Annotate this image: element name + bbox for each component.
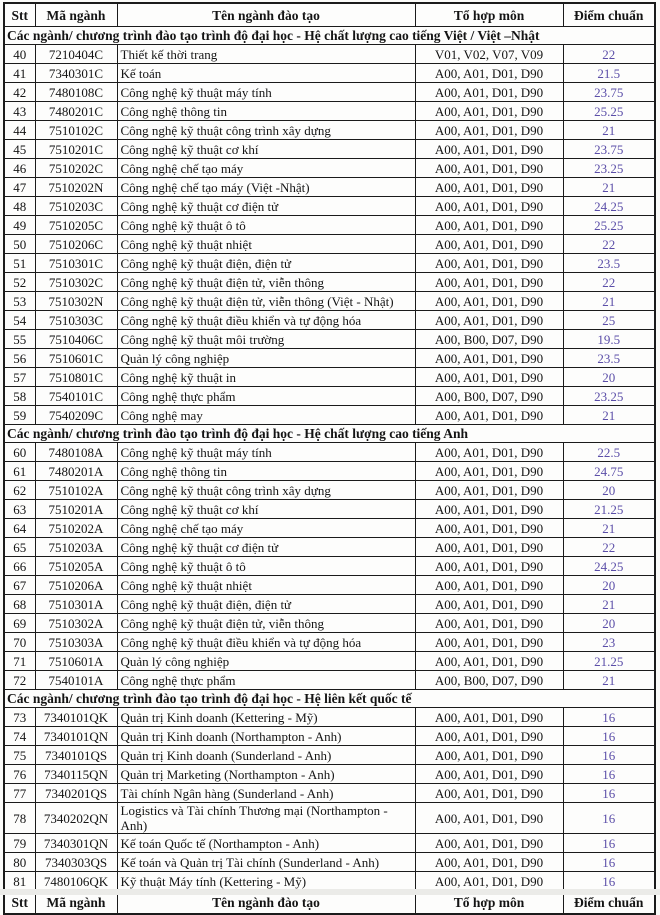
row-stt: 40 (4, 45, 35, 64)
table-row (4, 216, 655, 235)
row-subjects: A00, A01, D01, D90 (415, 462, 563, 481)
row-subjects: A00, B00, D07, D90 (415, 387, 563, 406)
section-header-row (4, 690, 655, 708)
table-row (4, 853, 655, 872)
table-row (4, 803, 655, 834)
row-code: 7510301C (35, 254, 117, 273)
row-code: 7510601C (35, 349, 117, 368)
row-stt: 48 (4, 197, 35, 216)
row-subjects: A00, A01, D01, D90 (415, 216, 563, 235)
row-score: 24.75 (563, 462, 655, 481)
row-subjects: A00, A01, D01, D90 (415, 349, 563, 368)
row-code: 7340301QN (35, 834, 117, 853)
row-name: Công nghệ kỹ thuật ô tô (117, 557, 415, 576)
row-name: Công nghệ kỹ thuật cơ điện tử (117, 538, 415, 557)
table-row (4, 765, 655, 784)
row-code: 7510302A (35, 614, 117, 633)
row-code: 7540101A (35, 671, 117, 690)
row-stt: 71 (4, 652, 35, 671)
row-score: 22 (563, 235, 655, 254)
row-code: 7340101QK (35, 708, 117, 727)
table-row (4, 349, 655, 368)
row-name: Công nghệ kỹ thuật in (117, 368, 415, 387)
row-stt: 55 (4, 330, 35, 349)
table-row (4, 784, 655, 803)
row-stt: 80 (4, 853, 35, 872)
row-stt: 68 (4, 595, 35, 614)
row-name: Quản trị Kinh doanh (Kettering - Mỹ) (117, 708, 415, 727)
row-score: 16 (563, 834, 655, 853)
scanned-admission-table-page (0, 2, 660, 910)
table-row (4, 443, 655, 462)
table-row (4, 292, 655, 311)
row-stt: 78 (4, 803, 35, 834)
table-row (4, 557, 655, 576)
row-subjects: A00, A01, D01, D90 (415, 784, 563, 803)
admission-score-table (3, 2, 656, 915)
row-stt: 49 (4, 216, 35, 235)
row-stt: 44 (4, 121, 35, 140)
table-row (4, 500, 655, 519)
row-stt: 69 (4, 614, 35, 633)
row-name: Công nghệ kỹ thuật nhiệt (117, 576, 415, 595)
row-name: Quản trị Kinh doanh (Sunderland - Anh) (117, 746, 415, 765)
row-code: 7510201C (35, 140, 117, 159)
row-code: 7340202QN (35, 803, 117, 834)
row-code: 7510102C (35, 121, 117, 140)
row-score: 23.5 (563, 254, 655, 273)
section-title: Các ngành/ chương trình đào tạo trình độ đại học - Hệ chất lượng cao tiếng Việt / Việt –Nhật (4, 27, 655, 45)
row-name: Công nghệ kỹ thuật điện tử, viễn thông (117, 614, 415, 633)
table-row (4, 406, 655, 425)
row-stt: 74 (4, 727, 35, 746)
row-name: Công nghệ kỹ thuật máy tính (117, 83, 415, 102)
row-name: Công nghệ kỹ thuật ô tô (117, 216, 415, 235)
row-name: Thiết kế thời trang (117, 45, 415, 64)
row-score: 23.5 (563, 349, 655, 368)
row-subjects: A00, A01, D01, D90 (415, 273, 563, 292)
row-stt: 54 (4, 311, 35, 330)
table-row (4, 330, 655, 349)
row-code: 7510202A (35, 519, 117, 538)
row-score: 16 (563, 872, 655, 891)
row-stt: 64 (4, 519, 35, 538)
row-stt: 75 (4, 746, 35, 765)
row-name: Quản lý công nghiệp (117, 652, 415, 671)
row-score: 21.25 (563, 652, 655, 671)
row-subjects: A00, A01, D01, D90 (415, 765, 563, 784)
row-score: 22 (563, 538, 655, 557)
row-subjects: A00, A01, D01, D90 (415, 368, 563, 387)
table-row (4, 872, 655, 891)
row-stt: 43 (4, 102, 35, 121)
table-row (4, 671, 655, 690)
row-name: Công nghệ kỹ thuật môi trường (117, 330, 415, 349)
table-row (4, 273, 655, 292)
row-subjects: A00, A01, D01, D90 (415, 292, 563, 311)
row-stt: 60 (4, 443, 35, 462)
row-name: Công nghệ thực phẩm (117, 387, 415, 406)
row-score: 25 (563, 311, 655, 330)
row-subjects: A00, A01, D01, D90 (415, 235, 563, 254)
row-code: 7340115QN (35, 765, 117, 784)
footer-subjects: Tổ hợp môn (415, 891, 563, 915)
row-code: 7510302N (35, 292, 117, 311)
row-subjects: A00, A01, D01, D90 (415, 254, 563, 273)
row-name: Công nghệ kỹ thuật điều khiển và tự động hóa (117, 311, 415, 330)
row-subjects: A00, A01, D01, D90 (415, 614, 563, 633)
row-name: Công nghệ thực phẩm (117, 671, 415, 690)
row-score: 16 (563, 853, 655, 872)
row-score: 21 (563, 671, 655, 690)
row-name: Công nghệ kỹ thuật điện, điện tử (117, 254, 415, 273)
table-body (4, 27, 655, 891)
row-code: 7510206A (35, 576, 117, 595)
row-subjects: A00, A01, D01, D90 (415, 576, 563, 595)
row-stt: 70 (4, 633, 35, 652)
row-score: 21 (563, 178, 655, 197)
row-stt: 79 (4, 834, 35, 853)
row-stt: 77 (4, 784, 35, 803)
row-code: 7510201A (35, 500, 117, 519)
table-row (4, 45, 655, 64)
row-score: 23.25 (563, 387, 655, 406)
footer-stt: Stt (4, 891, 35, 915)
row-name: Công nghệ kỹ thuật cơ khí (117, 140, 415, 159)
table-row (4, 481, 655, 500)
row-subjects: A00, A01, D01, D90 (415, 708, 563, 727)
row-score: 23.25 (563, 159, 655, 178)
row-score: 20 (563, 481, 655, 500)
row-score: 20 (563, 614, 655, 633)
row-name: Công nghệ thông tin (117, 462, 415, 481)
table-row (4, 368, 655, 387)
row-code: 7510303A (35, 633, 117, 652)
row-score: 16 (563, 803, 655, 834)
row-subjects: A00, A01, D01, D90 (415, 159, 563, 178)
row-stt: 50 (4, 235, 35, 254)
row-stt: 57 (4, 368, 35, 387)
row-score: 21.5 (563, 64, 655, 83)
row-stt: 65 (4, 538, 35, 557)
row-name: Tài chính Ngân hàng (Sunderland - Anh) (117, 784, 415, 803)
row-score: 21 (563, 406, 655, 425)
row-code: 7510202N (35, 178, 117, 197)
row-name: Công nghệ kỹ thuật cơ khí (117, 500, 415, 519)
row-name: Công nghệ chế tạo máy (117, 519, 415, 538)
row-subjects: A00, A01, D01, D90 (415, 178, 563, 197)
header-stt: Stt (4, 3, 35, 27)
row-code: 7340101QN (35, 727, 117, 746)
row-code: 7510303C (35, 311, 117, 330)
table-row (4, 83, 655, 102)
table-row (4, 633, 655, 652)
row-stt: 72 (4, 671, 35, 690)
row-subjects: A00, A01, D01, D90 (415, 64, 563, 83)
row-subjects: A00, A01, D01, D90 (415, 481, 563, 500)
row-name: Kỹ thuật Máy tính (Kettering - Mỹ) (117, 872, 415, 891)
row-name: Công nghệ kỹ thuật nhiệt (117, 235, 415, 254)
row-code: 7210404C (35, 45, 117, 64)
row-stt: 73 (4, 708, 35, 727)
table-row (4, 652, 655, 671)
row-code: 7510203A (35, 538, 117, 557)
row-name: Công nghệ kỹ thuật điều khiển và tự động hóa (117, 633, 415, 652)
table-row (4, 178, 655, 197)
row-subjects: A00, A01, D01, D90 (415, 406, 563, 425)
row-subjects: A00, B00, D07, D90 (415, 671, 563, 690)
footer-name: Tên ngành đào tạo (117, 891, 415, 915)
row-subjects: A00, A01, D01, D90 (415, 443, 563, 462)
row-name: Kế toán (117, 64, 415, 83)
row-score: 16 (563, 727, 655, 746)
row-stt: 56 (4, 349, 35, 368)
table-row (4, 462, 655, 481)
row-code: 7340201QS (35, 784, 117, 803)
row-subjects: A00, A01, D01, D90 (415, 853, 563, 872)
row-name: Công nghệ kỹ thuật cơ điện tử (117, 197, 415, 216)
row-score: 19.5 (563, 330, 655, 349)
row-name: Công nghệ kỹ thuật công trình xây dựng (117, 121, 415, 140)
row-stt: 58 (4, 387, 35, 406)
table-header-row (4, 3, 655, 27)
row-name: Công nghệ thông tin (117, 102, 415, 121)
table-row (4, 576, 655, 595)
header-name: Tên ngành đào tạo (117, 3, 415, 27)
row-stt: 59 (4, 406, 35, 425)
table-row (4, 235, 655, 254)
row-score: 23 (563, 633, 655, 652)
row-code: 7340301C (35, 64, 117, 83)
section-header-row (4, 27, 655, 45)
row-code: 7480108C (35, 83, 117, 102)
table-row (4, 254, 655, 273)
row-code: 7480201A (35, 462, 117, 481)
row-score: 22 (563, 273, 655, 292)
section-title: Các ngành/ chương trình đào tạo trình độ đại học - Hệ chất lượng cao tiếng Anh (4, 425, 655, 443)
row-score: 21.25 (563, 500, 655, 519)
row-score: 24.25 (563, 557, 655, 576)
row-name: Công nghệ chế tạo máy (117, 159, 415, 178)
row-score: 22.5 (563, 443, 655, 462)
row-name: Công nghệ may (117, 406, 415, 425)
row-score: 21 (563, 519, 655, 538)
row-score: 20 (563, 368, 655, 387)
row-stt: 52 (4, 273, 35, 292)
row-stt: 81 (4, 872, 35, 891)
row-score: 16 (563, 765, 655, 784)
row-subjects: A00, A01, D01, D90 (415, 538, 563, 557)
table-row (4, 311, 655, 330)
row-name: Quản lý công nghiệp (117, 349, 415, 368)
header-code: Mã ngành (35, 3, 117, 27)
row-score: 25.25 (563, 216, 655, 235)
row-code: 7510202C (35, 159, 117, 178)
row-subjects: A00, A01, D01, D90 (415, 595, 563, 614)
row-subjects: A00, A01, D01, D90 (415, 872, 563, 891)
header-subjects: Tổ hợp môn (415, 3, 563, 27)
row-code: 7510206C (35, 235, 117, 254)
row-stt: 45 (4, 140, 35, 159)
row-subjects: V01, V02, V07, V09 (415, 45, 563, 64)
row-code: 7510601A (35, 652, 117, 671)
row-subjects: A00, A01, D01, D90 (415, 746, 563, 765)
row-code: 7540209C (35, 406, 117, 425)
row-subjects: A00, A01, D01, D90 (415, 140, 563, 159)
row-score: 16 (563, 784, 655, 803)
row-name: Công nghệ kỹ thuật điện tử, viễn thông (117, 273, 415, 292)
row-subjects: A00, A01, D01, D90 (415, 197, 563, 216)
row-name: Công nghệ kỹ thuật điện, điện tử (117, 595, 415, 614)
row-score: 25.25 (563, 102, 655, 121)
table-row (4, 746, 655, 765)
row-stt: 76 (4, 765, 35, 784)
row-stt: 47 (4, 178, 35, 197)
table-row (4, 102, 655, 121)
row-score: 23.75 (563, 83, 655, 102)
row-subjects: A00, A01, D01, D90 (415, 102, 563, 121)
row-score: 22 (563, 45, 655, 64)
row-name: Công nghệ kỹ thuật công trình xây dựng (117, 481, 415, 500)
row-stt: 67 (4, 576, 35, 595)
row-subjects: A00, A01, D01, D90 (415, 834, 563, 853)
row-stt: 41 (4, 64, 35, 83)
row-code: 7480201C (35, 102, 117, 121)
footer-code: Mã ngành (35, 891, 117, 915)
row-stt: 46 (4, 159, 35, 178)
row-code: 7510205C (35, 216, 117, 235)
row-name: Quản trị Kinh doanh (Northampton - Anh) (117, 727, 415, 746)
table-row (4, 64, 655, 83)
row-stt: 51 (4, 254, 35, 273)
footer-score: Điểm chuẩn (563, 891, 655, 915)
row-name: Logistics và Tài chính Thương mại (Northampton - Anh) (117, 803, 415, 834)
row-subjects: A00, A01, D01, D90 (415, 500, 563, 519)
row-name: Công nghệ kỹ thuật điện tử, viễn thông (Việt - Nhật) (117, 292, 415, 311)
row-stt: 53 (4, 292, 35, 311)
row-subjects: A00, A01, D01, D90 (415, 83, 563, 102)
table-row (4, 519, 655, 538)
row-stt: 62 (4, 481, 35, 500)
row-name: Công nghệ kỹ thuật máy tính (117, 443, 415, 462)
row-subjects: A00, A01, D01, D90 (415, 121, 563, 140)
row-code: 7340101QS (35, 746, 117, 765)
row-subjects: A00, A01, D01, D90 (415, 727, 563, 746)
row-stt: 66 (4, 557, 35, 576)
row-name: Công nghệ chế tạo máy (Việt -Nhật) (117, 178, 415, 197)
scan-bottom-band (0, 889, 660, 895)
row-code: 7340303QS (35, 853, 117, 872)
table-row (4, 387, 655, 406)
section-header-row (4, 425, 655, 443)
section-title: Các ngành/ chương trình đào tạo trình độ đại học - Hệ liên kết quốc tế (4, 690, 655, 708)
row-score: 21 (563, 292, 655, 311)
row-score: 23.75 (563, 140, 655, 159)
row-subjects: A00, A01, D01, D90 (415, 519, 563, 538)
row-score: 21 (563, 121, 655, 140)
table-row (4, 197, 655, 216)
row-stt: 61 (4, 462, 35, 481)
row-subjects: A00, B00, D07, D90 (415, 330, 563, 349)
row-stt: 63 (4, 500, 35, 519)
row-subjects: A00, A01, D01, D90 (415, 557, 563, 576)
table-row (4, 159, 655, 178)
row-score: 21 (563, 595, 655, 614)
row-name: Kế toán và Quản trị Tài chính (Sunderland - Anh) (117, 853, 415, 872)
row-subjects: A00, A01, D01, D90 (415, 633, 563, 652)
row-score: 16 (563, 746, 655, 765)
table-row (4, 140, 655, 159)
row-name: Kế toán Quốc tế (Northampton - Anh) (117, 834, 415, 853)
row-stt: 42 (4, 83, 35, 102)
row-subjects: A00, A01, D01, D90 (415, 311, 563, 330)
table-row (4, 834, 655, 853)
row-code: 7510203C (35, 197, 117, 216)
row-subjects: A00, A01, D01, D90 (415, 803, 563, 834)
row-score: 16 (563, 708, 655, 727)
row-code: 7510801C (35, 368, 117, 387)
row-code: 7510302C (35, 273, 117, 292)
row-score: 20 (563, 576, 655, 595)
row-code: 7510406C (35, 330, 117, 349)
table-row (4, 708, 655, 727)
row-code: 7510301A (35, 595, 117, 614)
table-row (4, 538, 655, 557)
row-code: 7480106QK (35, 872, 117, 891)
table-row (4, 121, 655, 140)
row-code: 7480108A (35, 443, 117, 462)
row-subjects: A00, A01, D01, D90 (415, 652, 563, 671)
row-code: 7540101C (35, 387, 117, 406)
table-row (4, 595, 655, 614)
header-score: Điểm chuẩn (563, 3, 655, 27)
table-row (4, 727, 655, 746)
table-row (4, 614, 655, 633)
row-score: 24.25 (563, 197, 655, 216)
row-code: 7510102A (35, 481, 117, 500)
row-name: Quản trị Marketing (Northampton - Anh) (117, 765, 415, 784)
row-code: 7510205A (35, 557, 117, 576)
